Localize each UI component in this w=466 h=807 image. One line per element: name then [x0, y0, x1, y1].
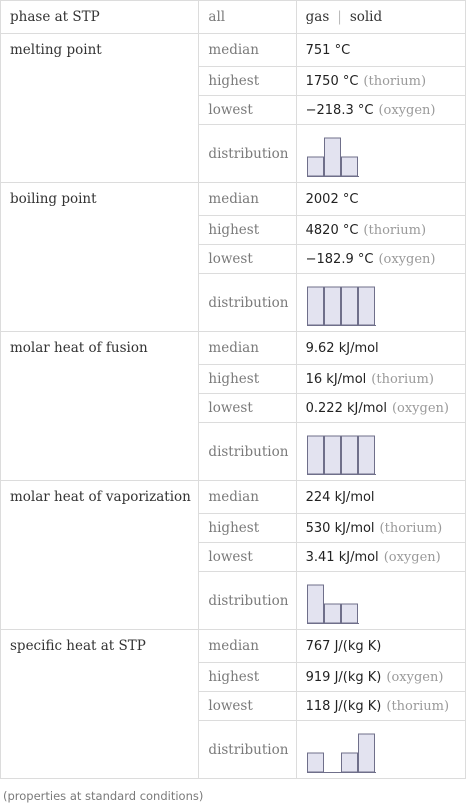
element-annotation: (thorium) [386, 698, 450, 714]
stat-value-cell [296, 514, 465, 543]
stat-value-lowest: −182.9 °C [305, 251, 374, 267]
element-annotation: (oxygen) [378, 251, 436, 267]
stat-value-cell [296, 692, 465, 721]
property-name: melting point [1, 34, 199, 183]
stat-label-lowest: lowest [199, 543, 296, 572]
stat-label-highest: highest [199, 216, 296, 245]
header-all: all [199, 1, 296, 34]
element-annotation: (oxygen) [383, 549, 441, 565]
stat-value-cell [296, 332, 465, 365]
histogram-bar [358, 287, 374, 325]
stat-value-median: 2002 °C [305, 191, 359, 207]
element-annotation: (oxygen) [378, 102, 436, 118]
element-annotation: (oxygen) [391, 400, 449, 416]
stat-value-highest: 4820 °C [305, 222, 359, 238]
stat-label-median: median [199, 183, 296, 216]
property-row-median [1, 183, 466, 216]
distribution-cell [296, 125, 465, 183]
distribution-histogram [306, 278, 377, 328]
stat-value-cell [296, 365, 465, 394]
stat-value-cell [296, 543, 465, 572]
stat-label-median: median [199, 630, 296, 663]
stat-value-lowest: 118 J/(kg K) [305, 698, 382, 714]
histogram-bar [358, 436, 374, 474]
stat-value-cell [296, 394, 465, 423]
stat-label-median: median [199, 34, 296, 67]
stat-label-lowest: lowest [199, 245, 296, 274]
histogram-bar [341, 157, 357, 176]
stat-value-median: 224 kJ/mol [305, 489, 375, 505]
element-annotation: (thorium) [379, 520, 443, 536]
distribution-histogram [306, 129, 360, 179]
stat-value-cell [296, 216, 465, 245]
stat-label-distribution: distribution [199, 721, 296, 779]
histogram-bar [307, 585, 323, 623]
phase-separator: | [337, 9, 342, 25]
stat-value-cell [296, 34, 465, 67]
stat-label-highest: highest [199, 663, 296, 692]
stat-label-median: median [199, 481, 296, 514]
stat-value-cell [296, 481, 465, 514]
header-row [1, 1, 466, 34]
property-row-median [1, 630, 466, 663]
histogram-bar [307, 753, 323, 772]
header-phase-label: phase at STP [1, 1, 199, 34]
stat-value-cell [296, 67, 465, 96]
distribution-cell [296, 423, 465, 481]
histogram-bar [307, 157, 323, 176]
histogram-bar [341, 753, 357, 772]
element-annotation: (oxygen) [386, 669, 444, 685]
property-name: boiling point [1, 183, 199, 332]
distribution-cell [296, 274, 465, 332]
distribution-histogram [306, 576, 360, 626]
stat-value-highest: 530 kJ/mol [305, 520, 375, 536]
stat-label-distribution: distribution [199, 274, 296, 332]
stat-value-highest: 1750 °C [305, 73, 359, 89]
histogram-bar [324, 138, 340, 176]
stat-value-highest: 919 J/(kg K) [305, 669, 382, 685]
distribution-histogram [306, 725, 377, 775]
distribution-cell [296, 572, 465, 630]
histogram-bar [324, 604, 340, 623]
element-annotation: (thorium) [363, 73, 427, 89]
footnote: (properties at standard conditions) [3, 789, 204, 803]
histogram-bar [358, 734, 374, 772]
histogram-bar [324, 287, 340, 325]
stat-value-median: 767 J/(kg K) [305, 638, 382, 654]
element-annotation: (thorium) [371, 371, 434, 387]
stat-value-cell [296, 663, 465, 692]
distribution-histogram [306, 427, 377, 477]
phase-solid: solid [349, 9, 383, 25]
stat-value-median: 751 °C [305, 42, 351, 58]
stat-label-highest: highest [199, 365, 296, 394]
histogram-bar [307, 287, 323, 325]
stat-label-distribution: distribution [199, 423, 296, 481]
element-annotation: (thorium) [363, 222, 427, 238]
stat-label-median: median [199, 332, 296, 365]
property-name: molar heat of fusion [1, 332, 199, 481]
stat-value-cell [296, 245, 465, 274]
stat-label-highest: highest [199, 514, 296, 543]
histogram-bar [341, 287, 357, 325]
histogram-bar [341, 604, 357, 623]
histogram-bar [324, 436, 340, 474]
stat-value-lowest: −218.3 °C [305, 102, 374, 118]
stat-value-median: 9.62 kJ/mol [305, 340, 379, 356]
property-row-median [1, 332, 466, 365]
stat-value-cell [296, 630, 465, 663]
stat-value-highest: 16 kJ/mol [305, 371, 367, 387]
distribution-cell [296, 721, 465, 779]
property-row-median [1, 34, 466, 67]
stat-label-lowest: lowest [199, 692, 296, 721]
stat-value-cell [296, 183, 465, 216]
property-name: molar heat of vaporization [1, 481, 199, 630]
stat-value-cell [296, 96, 465, 125]
stat-label-lowest: lowest [199, 394, 296, 423]
property-row-median [1, 481, 466, 514]
phase-gas: gas [305, 9, 330, 25]
histogram-bar [341, 436, 357, 474]
stat-label-distribution: distribution [199, 572, 296, 630]
header-phase-values [296, 1, 465, 34]
stat-value-lowest: 3.41 kJ/mol [305, 549, 379, 565]
stat-label-lowest: lowest [199, 96, 296, 125]
stat-label-highest: highest [199, 67, 296, 96]
property-name: specific heat at STP [1, 630, 199, 779]
histogram-bar [307, 436, 323, 474]
stat-value-lowest: 0.222 kJ/mol [305, 400, 387, 416]
stat-label-distribution: distribution [199, 125, 296, 183]
